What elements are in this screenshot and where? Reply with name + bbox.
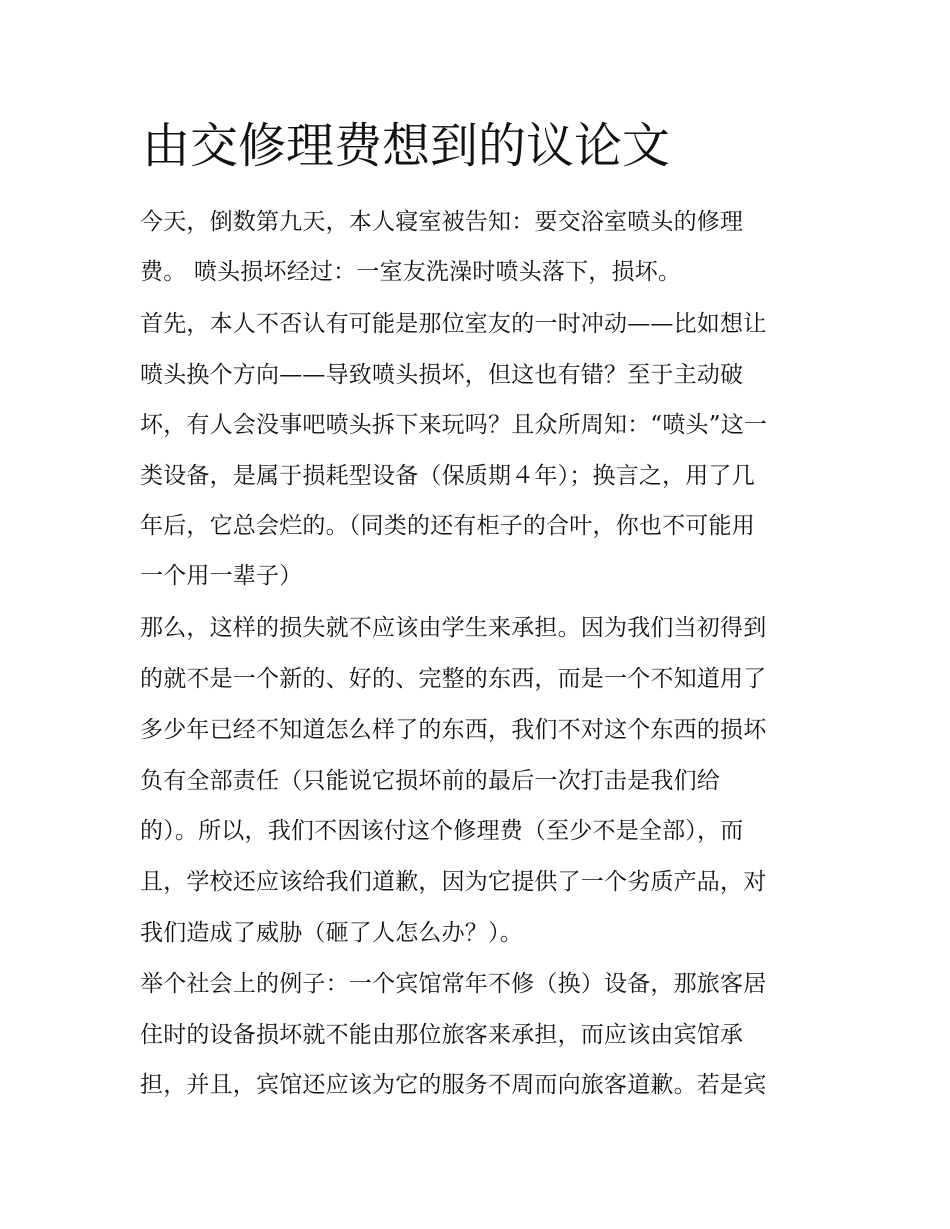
paragraph-line: 住时的设备损坏就不能由那位旅客来承担，而应该由宾馆承 bbox=[140, 1022, 744, 1048]
paragraph-line: 喷头换个方向——导致喷头损坏，但这也有错？至于主动破 bbox=[140, 362, 744, 388]
paragraph-line: 的）。所以，我们不因该付这个修理费（至少不是全部），而 bbox=[140, 818, 744, 844]
paragraph-line: 我们造成了威胁（砸了人怎么办？）。 bbox=[140, 920, 523, 946]
paragraph-line: 举个社会上的例子：一个宾馆常年不修（换）设备，那旅客居 bbox=[140, 971, 767, 997]
paragraph-line: 今天，倒数第九天，本人寝室被告知：要交浴室喷头的修理 bbox=[140, 209, 744, 235]
paragraph-line: 年后，它总会烂的。（同类的还有柜子的合叶，你也不可能用 bbox=[140, 513, 755, 539]
paragraph-line: 类设备，是属于损耗型设备（保质期４年）；换言之，用了几 bbox=[140, 463, 755, 489]
paragraph-line: 担，并且，宾馆还应该为它的服务不周而向旅客道歉。若是宾 bbox=[140, 1072, 767, 1098]
paragraph-line: 的就不是一个新的、好的、完整的东西，而是一个不知道用了 bbox=[140, 666, 767, 692]
paragraph-line: 负有全部责任（只能说它损坏前的最后一次打击是我们给 bbox=[140, 768, 720, 794]
document-title: 由交修理费想到的议论文 bbox=[142, 118, 671, 174]
paragraph-line: 首先，本人不否认有可能是那位室友的一时冲动——比如想让 bbox=[140, 311, 767, 337]
paragraph-line: 一个用一辈子） bbox=[140, 563, 303, 589]
paragraph-line: 坏，有人会没事吧喷头拆下来玩吗？且众所周知：“喷头”这一 bbox=[140, 412, 768, 438]
paragraph-line: 费。 喷头损坏经过：一室友洗澡时喷头落下，损坏。 bbox=[140, 259, 682, 285]
paragraph-line: 那么，这样的损失就不应该由学生来承担。因为我们当初得到 bbox=[140, 615, 767, 641]
paragraph-line: 且，学校还应该给我们道歉，因为它提供了一个劣质产品，对 bbox=[140, 869, 767, 895]
paragraph-line: 多少年已经不知道怎么样了的东西，我们不对这个东西的损坏 bbox=[140, 717, 767, 743]
